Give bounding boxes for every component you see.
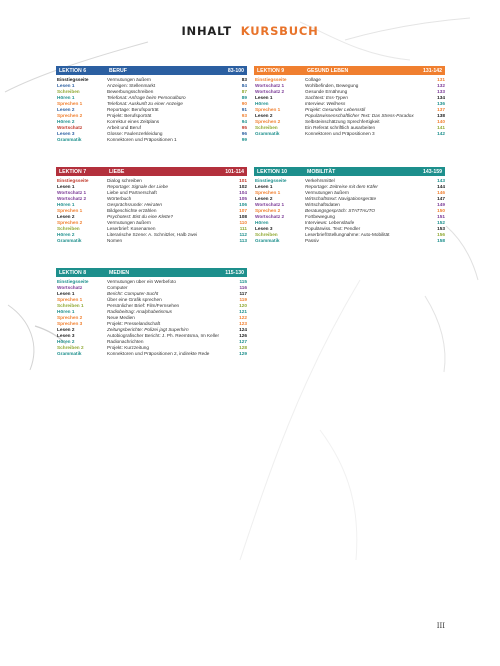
toc-page: 116: [239, 285, 247, 290]
toc-label: Lesen 2: [57, 107, 75, 112]
toc-label: Hören: [255, 101, 269, 106]
toc-page: 153: [437, 226, 445, 231]
toc-text: Wörterbuch: [107, 196, 132, 201]
toc-label: Lesen 2: [255, 196, 273, 201]
toc-text: Verkehrsmittel: [305, 178, 335, 183]
lesson-title: MEDIEN: [109, 269, 130, 276]
toc-page: 110: [239, 220, 247, 225]
toc-page: 99: [241, 137, 247, 142]
toc-label: Schreiben: [57, 89, 80, 94]
lesson-block-10: [254, 167, 445, 244]
toc-label: Einstiegsseite: [255, 77, 287, 82]
toc-page: 101: [239, 178, 247, 183]
toc-label: Sprechen 1: [57, 101, 83, 106]
lesson-pages: 115-130: [225, 269, 244, 276]
toc-page: 122: [239, 315, 247, 320]
toc-text: Über eine Grafik sprechen: [107, 297, 162, 302]
toc-page: 94: [241, 119, 247, 124]
toc-label: Einstiegsseite: [57, 178, 89, 183]
toc-page: 137: [437, 107, 445, 112]
toc-text: Populärwiss. Text: Pendler: [305, 226, 361, 231]
toc-text: Nomen: [107, 238, 123, 243]
toc-text: Wirtschaftsdaten: [305, 202, 340, 207]
toc-row: [254, 131, 445, 137]
toc-text: Leserbrief: Kosenamen: [107, 226, 156, 231]
toc-label: Lesen 1: [57, 291, 75, 296]
toc-text: Telefonat: Auskunft zu einer Anzeige: [107, 101, 183, 106]
toc-text: Anzeigen: Stellenmarkt: [107, 83, 156, 88]
toc-label: Grammatik: [255, 131, 280, 136]
toc-row: [254, 238, 445, 244]
toc-label: Hören 1: [57, 202, 75, 207]
toc-label: Grammatik: [255, 238, 280, 243]
page-title: [0, 24, 500, 38]
toc-text: Liebe und Partnerschaft: [107, 190, 157, 195]
toc-page: 142: [437, 131, 445, 136]
toc-label: Lesen 1: [57, 184, 75, 189]
toc-text: Reportage: Zeitreise mit dem Käfer: [305, 184, 378, 189]
toc-text: Interview: Wellness: [305, 101, 346, 106]
toc-page: 91: [241, 107, 247, 112]
toc-text: Dialog schreiben: [107, 178, 142, 183]
toc-text: Passiv: [305, 238, 319, 243]
toc-text: Projekt: Gesunder Lebensstil: [305, 107, 366, 112]
toc-label: Wortschatz 1: [57, 190, 87, 195]
toc-text: Vermutungen äußern: [107, 220, 152, 225]
toc-text: Vermutungen äußern: [305, 190, 350, 195]
toc-text: Vermutungen äußern: [107, 77, 152, 82]
toc-page: 84: [241, 83, 247, 88]
lesson-pages: 101-114: [225, 168, 244, 175]
toc-label: Lesen 1: [255, 95, 273, 100]
toc-page: 96: [241, 131, 247, 136]
toc-page: 105: [239, 196, 247, 201]
toc-text: Konnektoren und Präpositionen 1: [107, 137, 177, 142]
toc-page: 87: [241, 89, 247, 94]
toc-label: Lesen 1: [255, 184, 273, 189]
lesson-block-8: [56, 268, 247, 357]
toc-page: 129: [239, 351, 247, 356]
toc-text: Zeitungsberichte: Polizei jagt Superhirn: [107, 327, 189, 332]
toc-text: Glosse: Faulenzerkleidung: [107, 131, 163, 136]
toc-label: Hören 2: [57, 119, 75, 124]
toc-page: 90: [241, 101, 247, 106]
toc-text: Radionachrichten: [107, 339, 144, 344]
toc-page: 112: [239, 232, 247, 237]
toc-page: 117: [239, 291, 247, 296]
toc-label: Wortschatz 2: [255, 89, 285, 94]
toc-label: Hören: [255, 220, 269, 225]
toc-label: Lesen 2: [57, 214, 75, 219]
toc-label: Lesen 1: [57, 83, 75, 88]
lesson-header: [254, 167, 445, 176]
toc-text: Radiobeitrag: Analphabetismus: [107, 309, 172, 314]
toc-text: Computer: [107, 285, 128, 290]
toc-text: Bericht: Computer-Sucht: [107, 291, 159, 296]
toc-text: Ein Referat schriftlich ausarbeiten: [305, 125, 376, 130]
toc-text: Reportage: Signale der Liebe: [107, 184, 168, 189]
toc-page: 127: [239, 339, 247, 344]
lesson-header: [56, 66, 247, 75]
toc-label: Hören 1: [57, 95, 75, 100]
toc-label: Wortschatz 2: [255, 214, 285, 219]
lesson-title: MOBILITÄT: [307, 168, 336, 175]
toc-text: Wohlbefinden, Bewegung: [305, 83, 359, 88]
toc-text: Persönlicher Brief: Film/Fernsehen: [107, 303, 180, 308]
toc-page: 120: [239, 303, 247, 308]
lesson-number: LEKTION 7: [59, 168, 87, 175]
toc-text: Projekt: Presselandschaft: [107, 321, 161, 326]
toc-page: 158: [437, 238, 445, 243]
toc-text: Sachtext: Ess-Typen: [305, 95, 348, 100]
toc-label: Sprechen 1: [57, 208, 83, 213]
toc-label: Sprechen 2: [57, 315, 83, 320]
lesson-block-9: [254, 66, 445, 137]
lesson-title: LIEBE: [109, 168, 125, 175]
toc-page: 132: [437, 83, 445, 88]
toc-text: Interviews: Lebensläufe: [305, 220, 355, 225]
lesson-number: LEKTION 6: [59, 67, 87, 74]
toc-page: 156: [437, 232, 445, 237]
toc-page: 133: [437, 89, 445, 94]
toc-label: Schreiben: [255, 125, 278, 130]
lesson-block-7: [56, 167, 247, 244]
toc-page: 124: [239, 327, 247, 332]
lesson-header: [56, 268, 247, 277]
toc-page: 141: [437, 125, 445, 130]
toc-label: Schreiben: [255, 232, 278, 237]
toc-row: [56, 238, 247, 244]
toc-label: Grammatik: [57, 137, 82, 142]
toc-page: 146: [437, 190, 445, 195]
toc-label: Grammatik: [57, 238, 82, 243]
toc-text: Konnektoren und Präpositionen 3: [305, 131, 375, 136]
toc-page: 143: [437, 178, 445, 183]
toc-text: Gesunde Ernährung: [305, 89, 348, 94]
toc-text: Collage: [305, 77, 321, 82]
toc-text: Projekt: Berufsporträt: [107, 113, 152, 118]
lesson-title: GESUND LEBEN: [307, 67, 349, 74]
toc-page: 149: [437, 202, 445, 207]
toc-page: 140: [437, 119, 445, 124]
toc-text: Korrektur eines Zeitplans: [107, 119, 160, 124]
lesson-pages: 83-100: [227, 67, 244, 74]
toc-label: Sprechen 1: [255, 190, 281, 195]
toc-page: 128: [239, 345, 247, 350]
toc-page: 134: [437, 95, 445, 100]
toc-page: 126: [239, 333, 247, 338]
lesson-block-6: [56, 66, 247, 143]
toc-label: Wortschatz 1: [255, 202, 285, 207]
toc-page: 152: [437, 220, 445, 225]
toc-label: Sprechen 3: [57, 321, 83, 326]
toc-page: 123: [239, 321, 247, 326]
toc-label: Sprechen 2: [255, 208, 281, 213]
toc-text: Selbsteinschätzung Sprechfertigkeit: [305, 119, 380, 124]
toc-label: Schreiben: [57, 226, 80, 231]
toc-page: 131: [437, 77, 445, 82]
toc-page: 102: [239, 184, 247, 189]
toc-text: Vermutungen über ein Werbefoto: [107, 279, 176, 284]
toc-label: Hören 2: [57, 232, 75, 237]
lesson-number: LEKTION 9: [257, 67, 285, 74]
title-main: INHALT: [181, 24, 232, 38]
toc-page: 95: [241, 125, 247, 130]
toc-page: 147: [437, 196, 445, 201]
lesson-header: [254, 66, 445, 75]
toc-page: 107: [239, 208, 247, 213]
toc-page: 119: [239, 297, 247, 302]
toc-label: Schreiben 2: [57, 345, 84, 350]
toc-page: 106: [239, 202, 247, 207]
toc-label: Sprechen 1: [57, 297, 83, 302]
toc-text: Bildgeschichte erzählen: [107, 208, 157, 213]
toc-label: Sprechen 2: [255, 119, 281, 124]
toc-page: 83: [241, 77, 247, 82]
lesson-number: LEKTION 10: [257, 168, 287, 175]
toc-label: Sprechen 2: [57, 113, 83, 118]
toc-row: [56, 351, 247, 357]
lesson-header: [56, 167, 247, 176]
toc-label: Hören 2: [57, 339, 75, 344]
toc-text: Psychotest: Bist du eine Klette?: [107, 214, 173, 219]
toc-text: Fortbewegung: [305, 214, 335, 219]
toc-page: 113: [239, 238, 247, 243]
toc-label: Hören 1: [57, 309, 75, 314]
toc-text: Autobiografischer Bericht: J. Ph. Reemtsma, Im Keller: [107, 333, 220, 338]
toc-label: Lesen 2: [255, 113, 273, 118]
toc-label: Schreiben 1: [57, 303, 84, 308]
toc-page: 111: [239, 226, 247, 231]
toc-page: 144: [437, 184, 445, 189]
toc-text: Konnektoren und Präpositionen 2, indirekte Rede: [107, 351, 210, 356]
lesson-number: LEKTION 8: [59, 269, 87, 276]
toc-text: Literarische Szene: A. Schnitzler, Halb zwei: [107, 232, 198, 237]
toc-page: 108: [239, 214, 247, 219]
toc-label: Lesen 3: [57, 131, 75, 136]
toc-label: Wortschatz: [57, 285, 83, 290]
toc-label: Lesen 2: [57, 327, 75, 332]
toc-text: Telefonat: Anfrage beim Personalbüro: [107, 95, 186, 100]
lesson-pages: 143-159: [422, 168, 442, 175]
toc-text: Gesprächsrunde: Heiraten: [107, 202, 162, 207]
toc-page: 104: [239, 190, 247, 195]
lesson-title: BERUF: [109, 67, 127, 74]
toc-page: 136: [437, 101, 445, 106]
toc-label: Wortschatz: [57, 125, 83, 130]
toc-label: Einstiegsseite: [57, 77, 89, 82]
toc-text: Beratungsgespräch: STATTAUTO: [305, 208, 375, 213]
toc-page: 93: [241, 113, 247, 118]
toc-text: Bewerbungsschreiben: [107, 89, 154, 94]
toc-page: 115: [239, 279, 247, 284]
toc-page: 89: [241, 95, 247, 100]
toc-text: Leserbrief/Stellungnahme: Auto-Mobilität: [305, 232, 390, 237]
toc-text: Wirtschaftstext: Navigationsgeräte: [305, 196, 377, 201]
page-number: III: [436, 622, 445, 630]
toc-label: Lesen 3: [57, 333, 75, 338]
toc-label: Wortschatz 1: [255, 83, 285, 88]
toc-page: 138: [437, 113, 445, 118]
toc-page: 121: [239, 309, 247, 314]
toc-row: [56, 137, 247, 143]
toc-label: Lesen 3: [255, 226, 273, 231]
toc-label: Grammatik: [57, 351, 82, 356]
toc-label: Einstiegsseite: [255, 178, 287, 183]
toc-label: Sprechen 1: [255, 107, 281, 112]
toc-label: Sprechen 2: [57, 220, 83, 225]
toc-text: Neue Medien: [107, 315, 135, 320]
title-accent: KURSBUCH: [240, 24, 319, 38]
toc-text: Projekt: Kurzzeitung: [107, 345, 149, 350]
lesson-pages: 131-142: [422, 67, 442, 74]
toc-label: Wortschatz 2: [57, 196, 87, 201]
toc-page: 150: [437, 208, 445, 213]
toc-text: Arbeit und Beruf: [107, 125, 141, 130]
toc-label: Einstiegsseite: [57, 279, 89, 284]
toc-page: 151: [437, 214, 445, 219]
toc-text: Reportage: Berufsporträt: [107, 107, 159, 112]
toc-text: Populärwissenschaftlicher Text: Das Stress-Paradox: [305, 113, 414, 118]
